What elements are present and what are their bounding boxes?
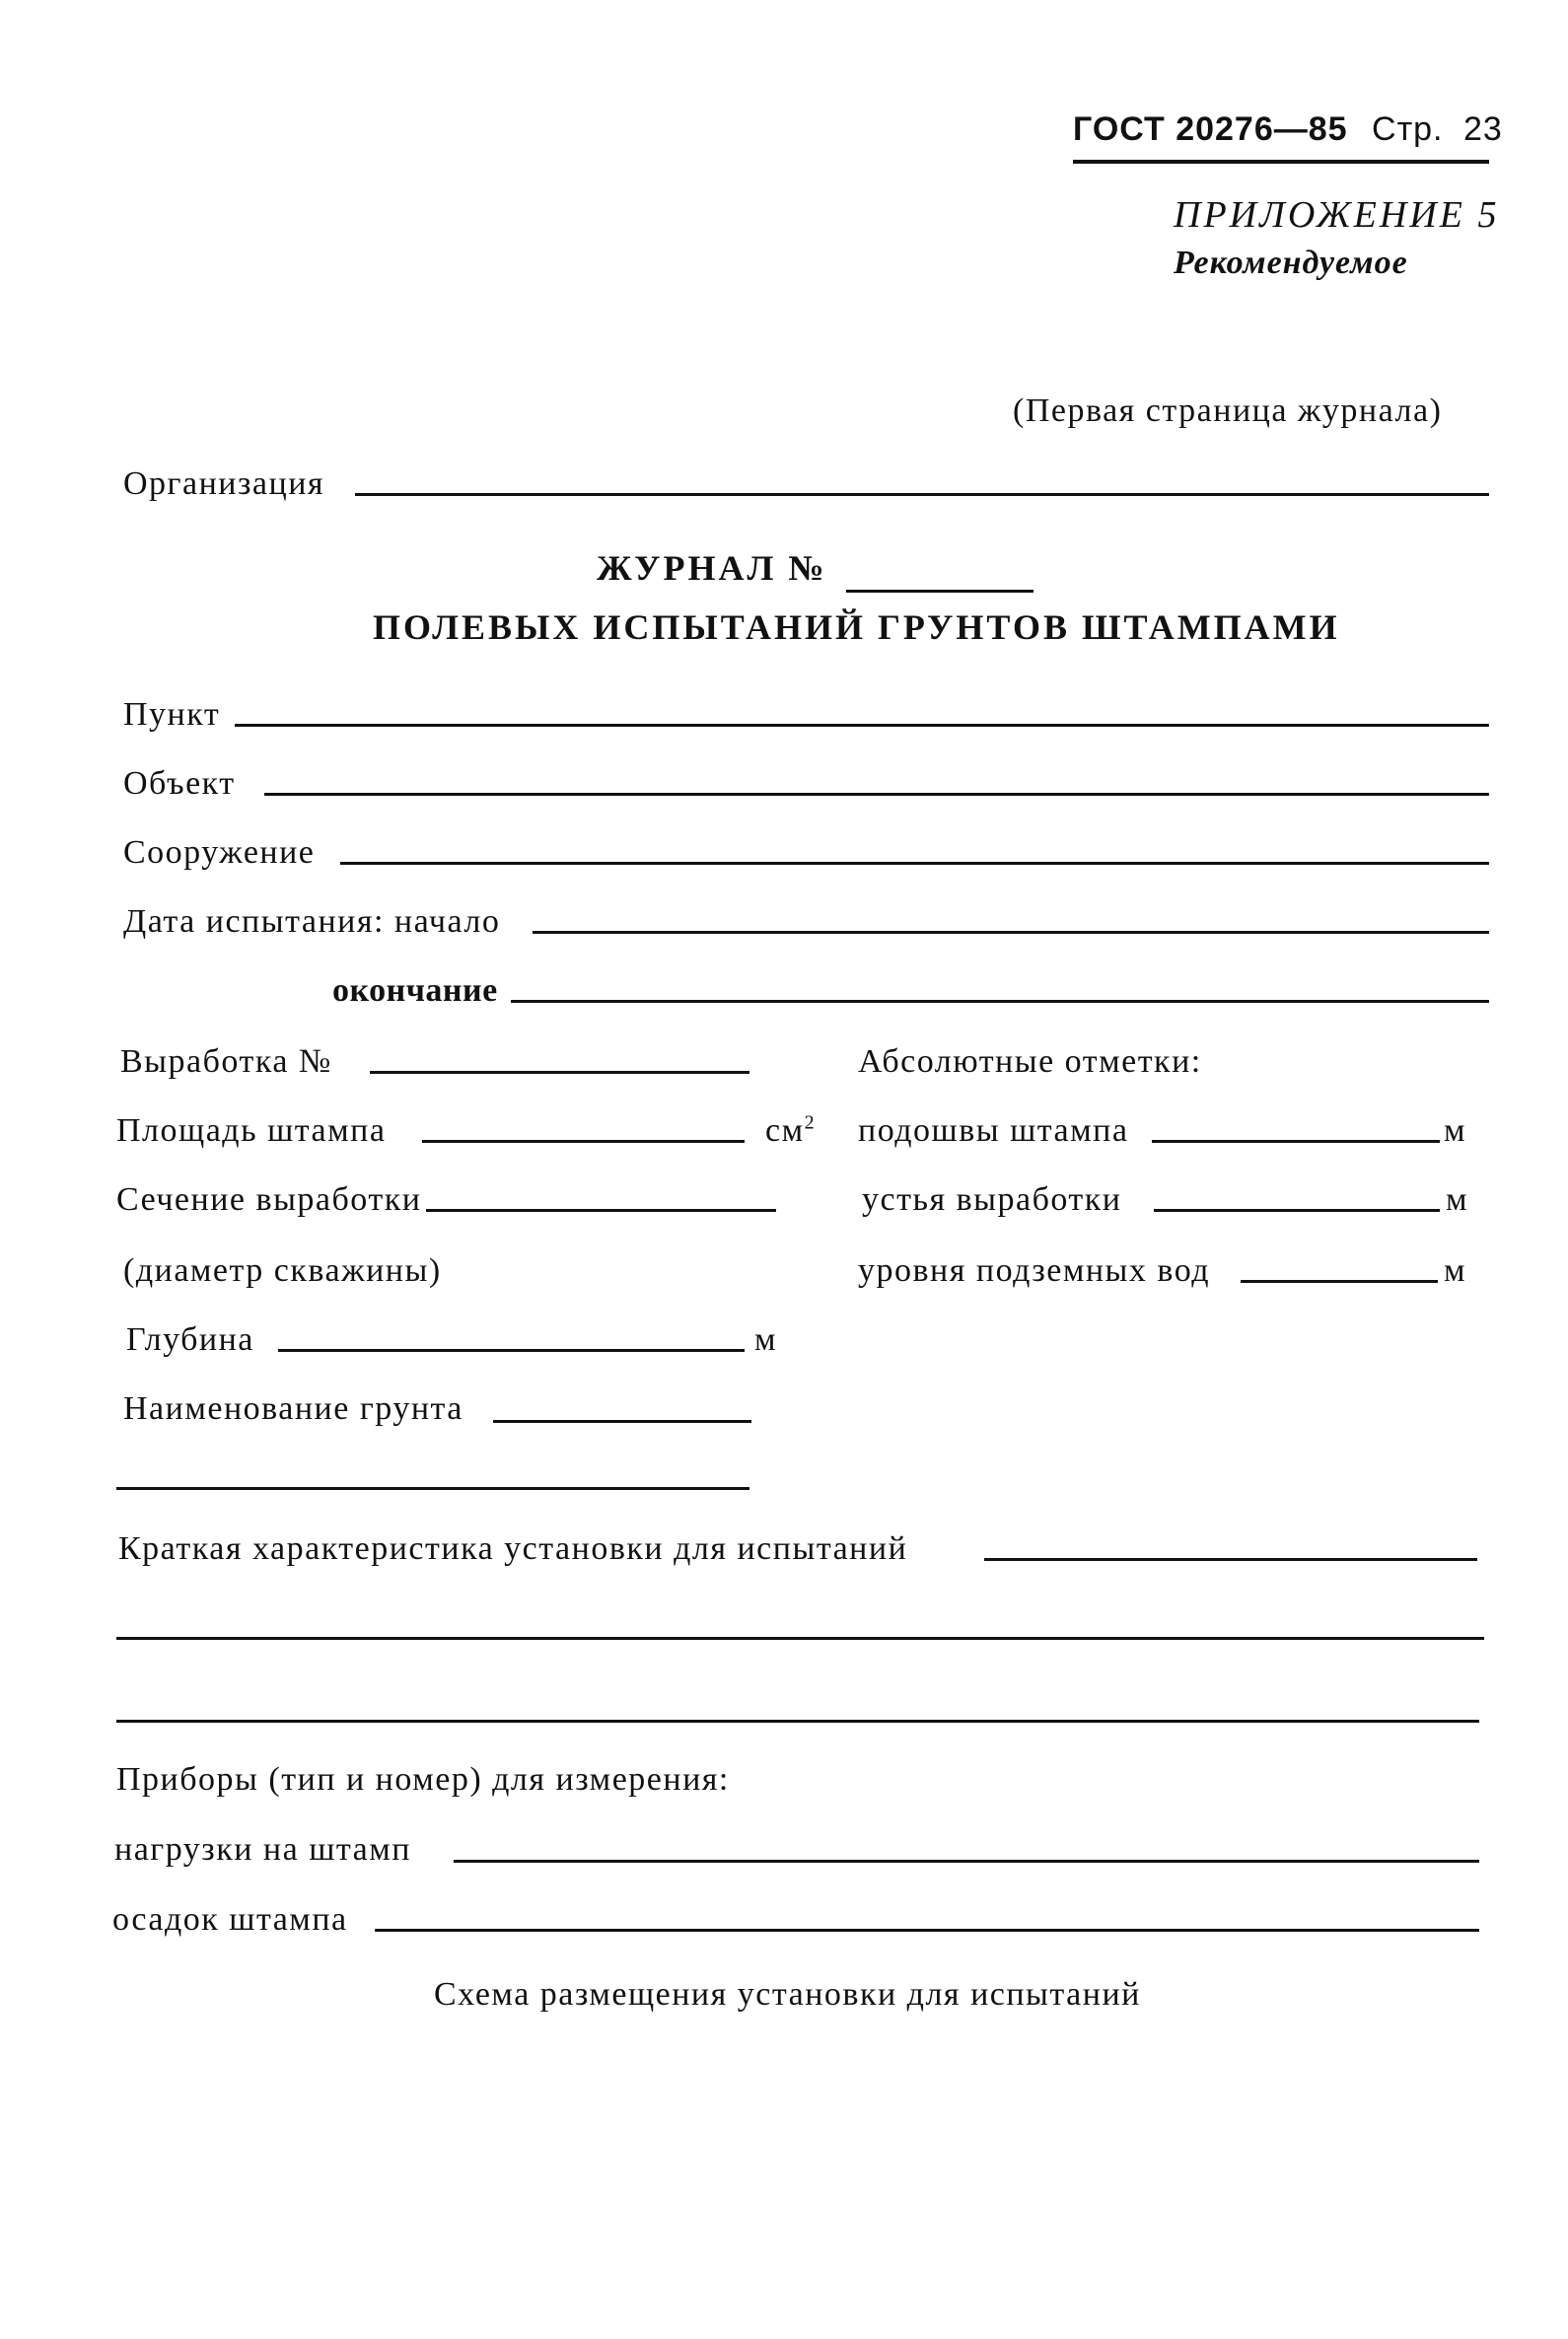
groundwater-level-label: уровня подземных вод (858, 1252, 1211, 1289)
abs-marks-title: Абсолютные отметки: (858, 1043, 1202, 1080)
appendix-status: Рекомендуемое (1174, 245, 1408, 281)
setup-description-field-line[interactable] (984, 1558, 1477, 1561)
excavation-mouth-unit: м (1446, 1181, 1469, 1218)
standard-number: ГОСТ 20276—85 (1073, 110, 1348, 148)
test-date-start-field-line[interactable] (533, 931, 1489, 934)
instruments-title: Приборы (тип и номер) для измерения: (116, 1761, 730, 1798)
document-header (1073, 110, 1503, 149)
setup-description-label: Краткая характеристика установки для испытаний (118, 1530, 908, 1567)
groundwater-level-field-line[interactable] (1241, 1280, 1438, 1283)
stamp-area-label: Площадь штампа (116, 1112, 387, 1149)
journal-page-note: (Первая страница журнала) (1013, 392, 1443, 429)
test-date-end-field-line[interactable] (511, 1000, 1489, 1003)
load-on-stamp-label: нагрузки на штамп (114, 1831, 411, 1868)
appendix-title: ПРИЛОЖЕНИЕ 5 (1174, 194, 1500, 236)
excavation-mouth-field-line[interactable] (1154, 1209, 1440, 1212)
point-field-line[interactable] (235, 724, 1489, 727)
structure-label: Сооружение (123, 834, 316, 871)
stamp-settlement-field-line[interactable] (375, 1929, 1479, 1932)
stamp-area-field-line[interactable] (422, 1140, 745, 1143)
soil-name-field-line-2[interactable] (116, 1487, 749, 1490)
excavation-no-field-line[interactable] (370, 1071, 749, 1074)
depth-label: Глубина (126, 1321, 254, 1358)
setup-description-field-line-3[interactable] (116, 1720, 1479, 1723)
page-number: 23 (1462, 110, 1503, 148)
soil-name-field-line[interactable] (493, 1420, 751, 1423)
setup-description-field-line-2[interactable] (116, 1637, 1484, 1640)
header-rule (1073, 160, 1489, 164)
journal-subtitle: ПОЛЕВЫХ ИСПЫТАНИЙ ГРУНТОВ ШТАМПАМИ (373, 607, 1340, 647)
point-label: Пункт (123, 696, 221, 733)
scheme-title: Схема размещения установки для испытаний (434, 1976, 1141, 2013)
groundwater-level-unit: м (1444, 1252, 1467, 1289)
stamp-settlement-label: осадок штампа (112, 1901, 348, 1938)
stamp-sole-unit: м (1444, 1112, 1467, 1149)
test-date-end-label: окончание (332, 972, 498, 1009)
excavation-mouth-label: устья выработки (862, 1181, 1122, 1218)
excavation-section-label: Сечение выработки (116, 1181, 422, 1218)
excavation-section-field-line[interactable] (426, 1209, 776, 1212)
depth-unit: м (754, 1321, 778, 1358)
object-field-line[interactable] (264, 793, 1489, 796)
stamp-sole-label: подошвы штампа (858, 1112, 1129, 1149)
page-label: Стр. (1372, 110, 1444, 148)
excavation-no-label: Выработка № (120, 1043, 332, 1080)
depth-field-line[interactable] (278, 1349, 745, 1352)
stamp-sole-field-line[interactable] (1152, 1140, 1440, 1143)
load-on-stamp-field-line[interactable] (454, 1860, 1479, 1863)
structure-field-line[interactable] (340, 862, 1489, 865)
journal-title: ЖУРНАЛ № (597, 548, 827, 588)
test-date-start-label: Дата испытания: начало (123, 903, 501, 940)
journal-number-line[interactable] (846, 590, 1033, 593)
stamp-area-unit: $см^2$ (765, 1111, 817, 1149)
organization-label: Организация (123, 465, 325, 502)
well-diameter-label: (диаметр скважины) (123, 1252, 442, 1289)
organization-field-line[interactable] (355, 493, 1489, 496)
object-label: Объект (123, 765, 236, 802)
soil-name-label: Наименование грунта (123, 1390, 463, 1427)
